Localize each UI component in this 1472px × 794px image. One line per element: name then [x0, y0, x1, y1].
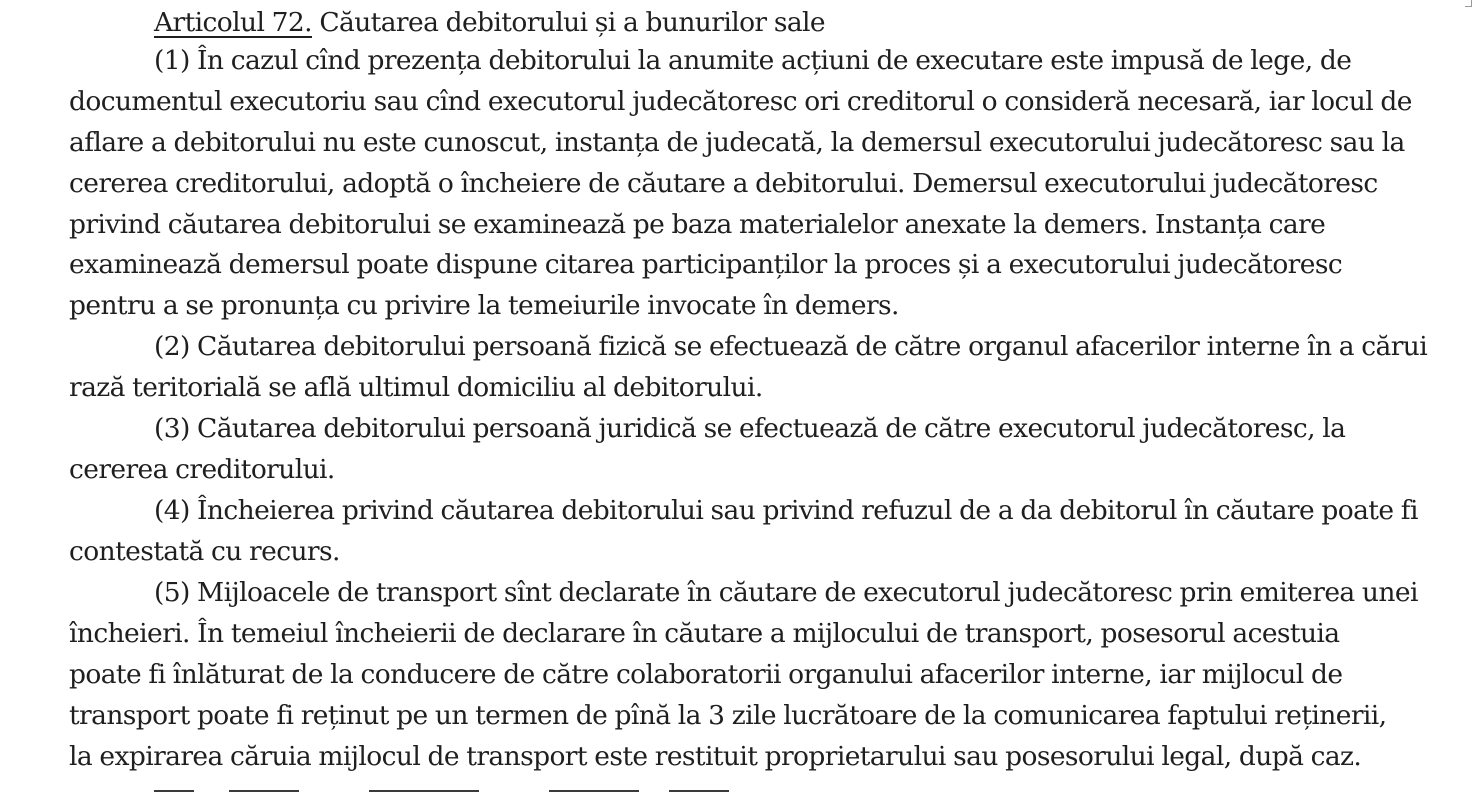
text-fragment [549, 790, 639, 792]
paragraph-line: documentul executoriu sau cînd executorul judecătoresc ori creditorul o consideră necesară, iar locul de [69, 85, 1412, 117]
article-heading [154, 3, 825, 44]
paragraph-line: examinează demersul poate dispune citarea participanților la proces și a executorului judecătoresc [69, 249, 1343, 281]
paragraph-4 [69, 491, 1418, 573]
article-number: Articolul 72. [154, 7, 313, 38]
text-fragment [229, 790, 299, 792]
text-fragment [369, 790, 479, 792]
paragraph-line: cererea creditorului. [69, 453, 335, 485]
paragraph-line: (5) Mijloacele de transport sînt declarate în căutare de executorul judecătoresc prin emiterea unei [154, 577, 1418, 608]
paragraph-1 [69, 41, 1412, 327]
page-corner-mark [1465, 0, 1472, 7]
paragraph-line: (1) În cazul cînd prezența debitorului la anumite acțiuni de executare este impusă de lege, de [154, 45, 1352, 76]
cropped-next-line [69, 777, 829, 794]
paragraph-2 [69, 327, 1427, 409]
paragraph-line: rază teritorială se află ultimul domiciliu al debitorului. [69, 371, 763, 403]
paragraph-line: (4) Încheierea privind căutarea debitorului sau privind refuzul de a da debitorul în căutare poate fi [154, 495, 1418, 526]
paragraph-line: (2) Căutarea debitorului persoană fizică se efectuează de către organul afacerilor interne în a cărui [154, 331, 1428, 362]
paragraph-line: pentru a se pronunța cu privire la temeiurile invocate în demers. [69, 290, 899, 322]
paragraph-line: privind căutarea debitorului se examinează pe baza materialelor anexate la demers. Instanța care [69, 208, 1326, 240]
paragraph-5 [69, 573, 1418, 777]
paragraph-line: încheieri. În temeiul încheierii de declarare în căutare a mijlocului de transport, posesorul acestuia [69, 617, 1340, 649]
paragraph-3 [69, 409, 1345, 491]
paragraph-line: la expirarea căruia mijlocul de transport este restituit proprietarului sau posesorului legal, după caz. [69, 740, 1362, 772]
text-fragment [154, 790, 194, 792]
paragraph-line: transport poate fi reținut pe un termen de pînă la 3 zile lucrătoare de la comunicarea faptului reținerii, [69, 699, 1387, 731]
paragraph-line: cererea creditorului, adoptă o încheiere de căutare a debitorului. Demersul executorului judecătoresc [69, 167, 1378, 199]
paragraph-line: contestată cu recurs. [69, 535, 340, 567]
article-title: Căutarea debitorului și a bunurilor sale [312, 7, 825, 38]
text-fragment [669, 790, 729, 792]
paragraph-line: poate fi înlăturat de la conducere de către colaboratorii organului afacerilor interne, iar mijlocul de [69, 658, 1343, 690]
paragraph-line: (3) Căutarea debitorului persoană juridică se efectuează de către executorul judecătoresc, la [154, 413, 1346, 444]
paragraph-line: aflare a debitorului nu este cunoscut, instanța de judecată, la demersul executorului judecătoresc sau la [69, 126, 1405, 158]
